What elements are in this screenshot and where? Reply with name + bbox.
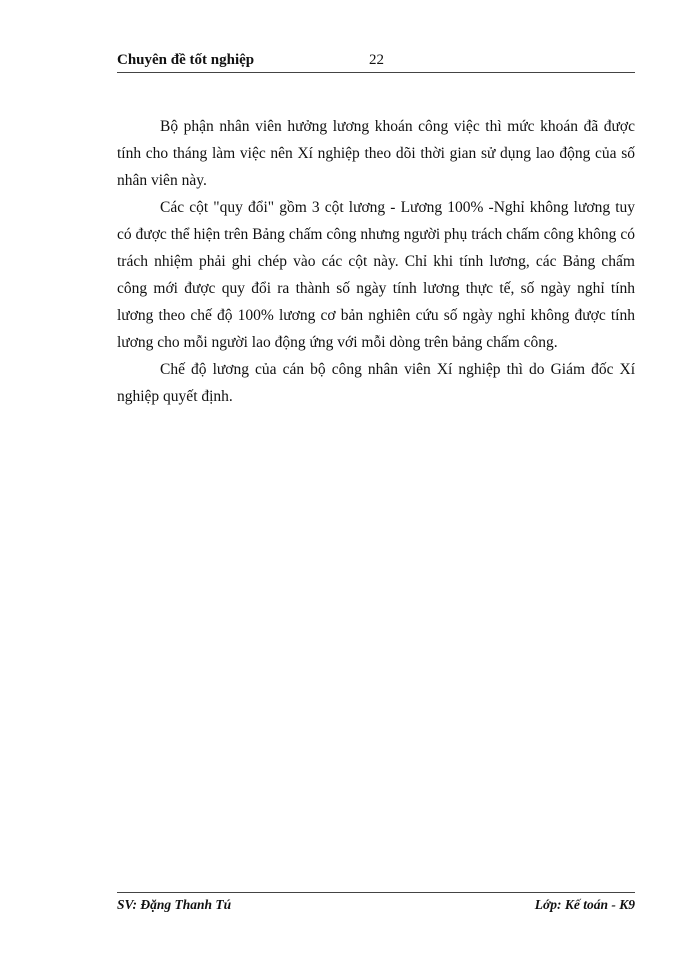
paragraph: Bộ phận nhân viên hưởng lương khoán công việc thì mức khoán đã được tính cho tháng làm việc nên Xí nghiệp theo dõi thời gian sử dụng lao động của số nhân viên này. [117, 118, 635, 189]
document-body [117, 113, 635, 410]
footer-student-name: SV: Đặng Thanh Tú [117, 897, 232, 912]
page-number: 22 [369, 52, 384, 68]
page-header [117, 48, 635, 73]
paragraph: Các cột "quy đổi" gồm 3 cột lương - Lương 100% -Nghỉ không lương tuy có được thể hiện trên Bảng chấm công nhưng người phụ trách chấm công không có trách nhiệm phải ghi chép vào các cột này. Chỉ khi tính lương, các Bảng chấm công mới được quy đổi ra thành số ngày tính lương thực tế, số ngày nghỉ tính lương theo chế độ 100% lương cơ bản nghiên cứu số ngày nghỉ không được tính lương cho mỗi người lao động ứng với mỗi dòng trên bảng chấm công. [117, 199, 635, 351]
page-footer [117, 892, 635, 917]
header-title: Chuyên đề tốt nghiệp [117, 52, 255, 68]
footer-class: Lớp: Kế toán - K9 [534, 897, 635, 912]
paragraph: Chế độ lương của cán bộ công nhân viên Xí nghiệp thì do Giám đốc Xí nghiệp quyết định. [117, 361, 635, 405]
